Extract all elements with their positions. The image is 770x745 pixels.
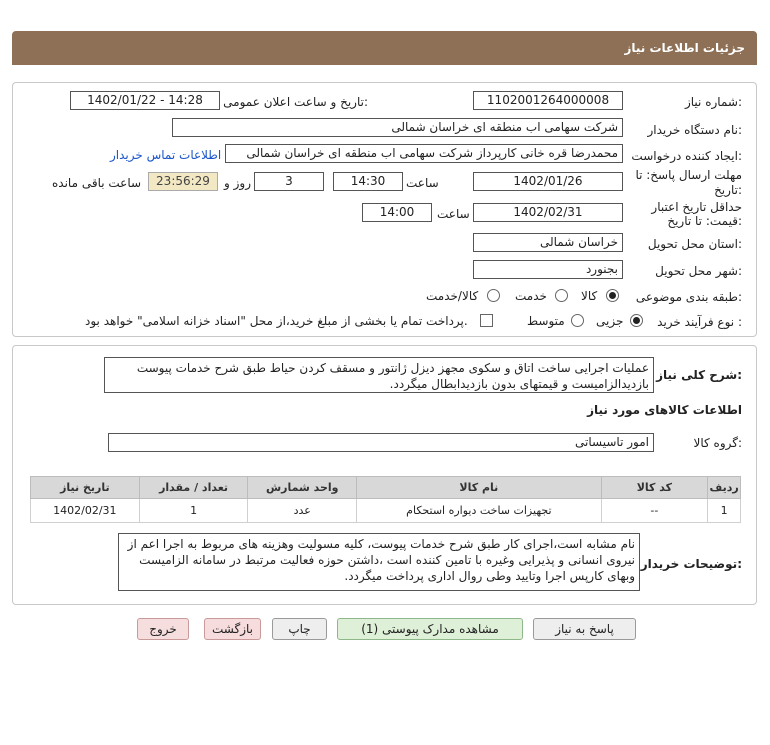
cell-row: 1 (708, 499, 741, 523)
city-label: شهر محل تحویل: (655, 264, 742, 278)
buyer-notes-text: نام مشابه است،اجرای کار طبق شرح خدمات پیوست، کلیه مسولیت وهزینه های مربوط به اجرا اعم از نیروی انسانی و پذیرایی وغیره با تامین کننده است ،داشتن حوزه فعالیت مرتبط در سامانه الزامیست وبهای کارپس اجرا وتایید وطی روال اداری پرداخت میگردد. (118, 533, 640, 591)
province-label: استان محل تحویل: (647, 237, 742, 251)
need-number-field: 1102001264000008 (473, 91, 623, 110)
buyer-notes-label: توضیحات خریدار: (640, 557, 742, 571)
col-code: کد کالا (601, 477, 708, 499)
print-button[interactable]: چاپ (272, 618, 327, 640)
cell-date: 1402/02/31 (31, 499, 140, 523)
summary-label: شرح کلی نیاز: (656, 368, 742, 382)
buyer-org-field: شرکت سهامی اب منطقه ای خراسان شمالی (172, 118, 623, 137)
validity-time-field: 14:00 (362, 203, 432, 222)
goods-group-label: گروه کالا: (693, 436, 742, 450)
validity-date-field: 1402/02/31 (473, 203, 623, 222)
view-docs-button[interactable]: مشاهده مدارک پیوستی (1) (337, 618, 523, 640)
deadline-time-field: 14:30 (333, 172, 403, 191)
cell-name: تجهیزات ساخت دیواره استحکام (357, 499, 602, 523)
table-row (31, 499, 741, 523)
purchase-minor-label: جزیی (596, 314, 624, 328)
back-button[interactable]: بازگشت (204, 618, 261, 640)
buyer-org-label: نام دستگاه خریدار: (647, 123, 742, 137)
purchase-medium-label: متوسط (527, 314, 565, 328)
remaining-label: ساعت باقی مانده (52, 176, 142, 190)
exit-button[interactable]: خروج (137, 618, 189, 640)
summary-text: عملیات اجرایی ساخت اتاق و سکوی مجهز دیزل ژانتور و مسقف کردن حیاط طبق شرح خدمات پیوست بازدیدالزامیست و قیمتهای بدون بازدیدابطال میگردد. (104, 357, 654, 393)
category-goods-service-radio[interactable] (487, 289, 500, 302)
cell-quantity: 1 (139, 499, 248, 523)
remaining-time-field: 23:56:29 (148, 172, 218, 191)
col-unit: واحد شمارش (248, 477, 357, 499)
cell-code: -- (601, 499, 708, 523)
buyer-contact-link[interactable]: اطلاعات تماس خریدار (110, 148, 222, 162)
announce-label: تاریخ و ساعت اعلان عمومی: (223, 95, 368, 109)
requester-label: ایجاد کننده درخواست: (631, 149, 742, 163)
purchase-type-label: نوع فرآیند خرید : (657, 315, 742, 329)
treasury-payment-note: پرداخت تمام یا بخشی از مبلغ خرید،از محل "اسناد خزانه اسلامی" خواهد بود. (85, 314, 468, 328)
category-label: طبقه بندی موضوعی: (635, 290, 742, 304)
deadline-time-label: ساعت (406, 176, 439, 190)
purchase-medium-radio[interactable] (571, 314, 584, 327)
col-row: ردیف (708, 477, 741, 499)
category-service-label: خدمت (515, 289, 547, 303)
validity-label-1: حداقل تاریخ اعتبار (651, 200, 742, 214)
table-header-row (31, 477, 741, 499)
need-number-label: شماره نیاز: (684, 95, 742, 109)
deadline-label-1: مهلت ارسال پاسخ: تا (635, 168, 742, 182)
page-title: جزئیات اطلاعات نیاز (624, 41, 745, 55)
goods-group-field: امور تاسیساتی (108, 433, 654, 452)
page-header (12, 31, 757, 65)
cell-unit: عدد (248, 499, 357, 523)
announce-field: 1402/01/22 - 14:28 (70, 91, 220, 110)
goods-table (30, 476, 741, 523)
city-field: بجنورد (473, 260, 623, 279)
reply-button[interactable]: پاسخ به نیاز (533, 618, 636, 640)
category-goods-label: کالا (581, 289, 598, 303)
days-field: 3 (254, 172, 324, 191)
col-quantity: تعداد / مقدار (139, 477, 248, 499)
deadline-date-field: 1402/01/26 (473, 172, 623, 191)
category-goods-service-label: کالا/خدمت (426, 289, 479, 303)
goods-info-title: اطلاعات کالاهای مورد نیاز (587, 403, 742, 417)
deadline-label-2: تاریخ: (714, 183, 742, 197)
validity-label-2: قیمت: تا تاریخ: (667, 214, 742, 228)
purchase-minor-radio[interactable] (630, 314, 643, 327)
requester-field: محمدرضا قره خانی کارپرداز شرکت سهامی اب منطقه ای خراسان شمالی (225, 144, 623, 163)
category-goods-radio[interactable] (606, 289, 619, 302)
col-date: تاریخ نیاز (31, 477, 140, 499)
province-field: خراسان شمالی (473, 233, 623, 252)
col-name: نام کالا (357, 477, 602, 499)
treasury-payment-checkbox[interactable] (480, 314, 493, 327)
validity-time-label: ساعت (437, 207, 470, 221)
category-service-radio[interactable] (555, 289, 568, 302)
days-label: روز و (224, 176, 251, 190)
